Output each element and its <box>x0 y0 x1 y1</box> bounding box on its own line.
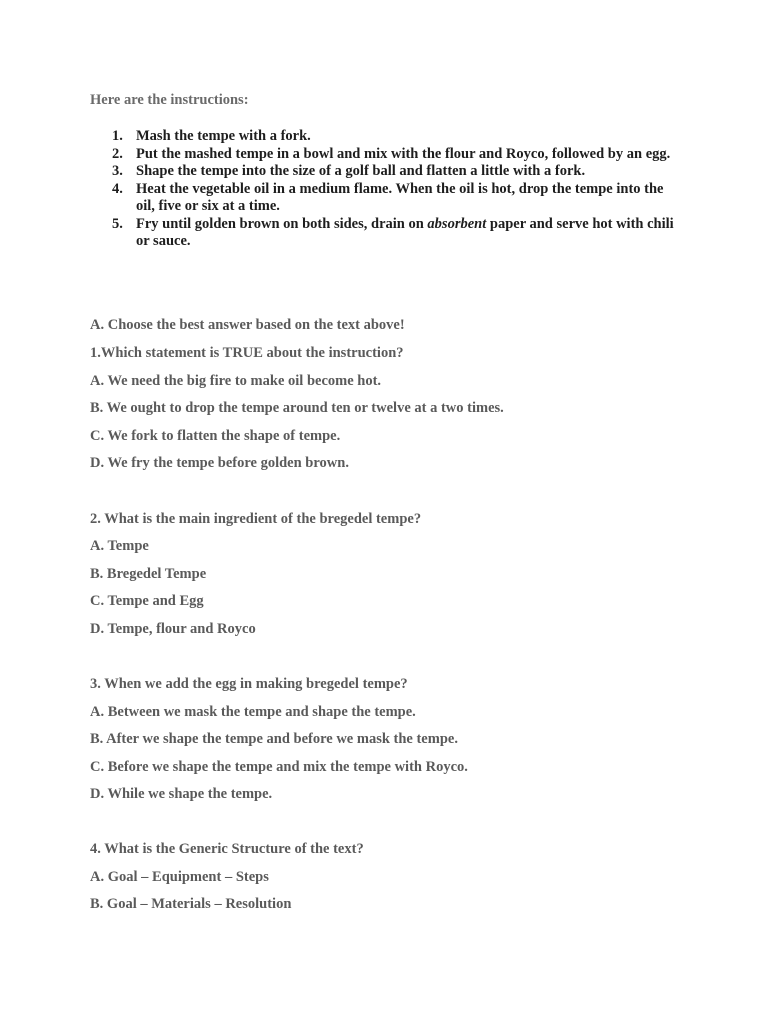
step-number: 5. <box>112 215 123 232</box>
answer-option: B. We ought to drop the tempe around ten or twelve at a two times. <box>90 400 504 416</box>
question-text: 2. What is the main ingredient of the bregedel tempe? <box>90 511 422 527</box>
answer-option: A. Between we mask the tempe and shape the tempe. <box>90 704 416 720</box>
answer-option: A. Goal – Equipment – Steps <box>90 869 269 885</box>
step-text: Put the mashed tempe in a bowl and mix with the flour and Royco, followed by an egg. <box>136 145 671 162</box>
step-number: 4. <box>112 180 123 197</box>
step-text-emphasis: absorbent <box>427 215 487 232</box>
step-text: Heat the vegetable oil in a medium flame. When the oil is hot, drop the tempe into the oil, five or six at a time. <box>136 180 664 214</box>
answer-option: A. We need the big fire to make oil become hot. <box>90 373 382 389</box>
answer-option: C. Before we shape the tempe and mix the tempe with Royco. <box>90 759 468 775</box>
answer-option: B. Bregedel Tempe <box>90 566 207 582</box>
step-text-part: paper and serve hot with chili or sauce. <box>136 215 674 249</box>
step-number: 3. <box>112 163 123 179</box>
instruction-step <box>90 163 680 181</box>
step-text: Shape the tempe into the size of a golf ball and flatten a little with a fork. <box>136 163 586 179</box>
step-text-part: Fry until golden brown on both sides, drain on <box>136 215 428 232</box>
intro-text: Here are the instructions: <box>90 92 249 108</box>
step-text: Mash the tempe with a fork. <box>136 128 311 144</box>
answer-option: D. Tempe, flour and Royco <box>90 621 256 637</box>
answer-option: B. After we shape the tempe and before we mask the tempe. <box>90 731 458 747</box>
answer-option: A. Tempe <box>90 538 149 554</box>
answer-option: D. While we shape the tempe. <box>90 786 273 802</box>
question-text: 3. When we add the egg in making bregedel tempe? <box>90 676 408 692</box>
instruction-step <box>90 181 680 216</box>
question-text: 4. What is the Generic Structure of the text? <box>90 841 364 857</box>
answer-option: D. We fry the tempe before golden brown. <box>90 455 349 471</box>
instruction-step <box>90 128 680 146</box>
answer-option: C. We fork to flatten the shape of tempe. <box>90 428 341 444</box>
step-number: 1. <box>112 128 123 144</box>
instruction-list <box>90 128 680 251</box>
step-number: 2. <box>112 145 123 162</box>
instruction-step <box>90 216 680 251</box>
section-heading: A. Choose the best answer based on the text above! <box>90 317 405 333</box>
question-text: 1.Which statement is TRUE about the instruction? <box>90 345 404 361</box>
answer-option: B. Goal – Materials – Resolution <box>90 896 292 912</box>
instruction-step <box>90 146 680 164</box>
answer-option: C. Tempe and Egg <box>90 593 204 609</box>
